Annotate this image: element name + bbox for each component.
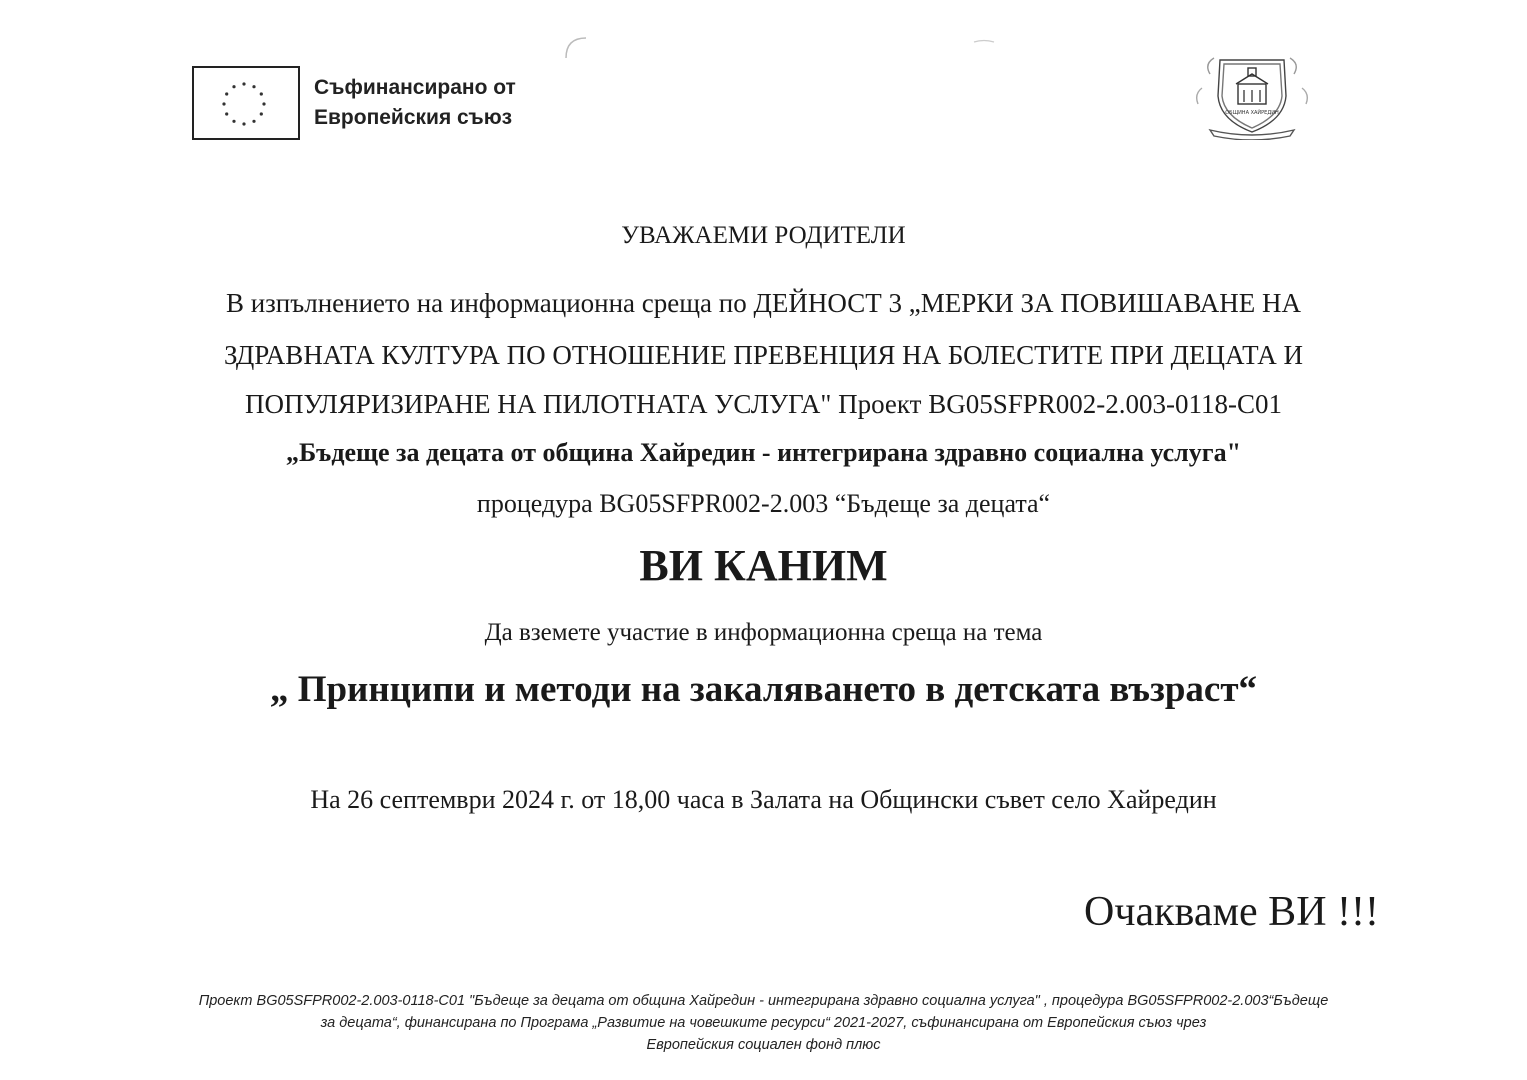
procedure-line: процедура BG05SFPR002-2.003 “Бъдеще за децата“: [476, 489, 1051, 518]
scan-mark: [560, 32, 590, 62]
eu-flag-icon: [192, 66, 300, 140]
eu-cofinancing-text: [314, 73, 516, 133]
eu-text-line2: Европейския съюз: [314, 106, 513, 129]
body-line-1: В изпълнението на информационна среща по ДЕЙНОСТ 3 „МЕРКИ ЗА ПОВИШАВАНЕ НА: [225, 288, 1302, 318]
closing-expect: Очакваме ВИ !!!: [1084, 889, 1379, 935]
eu-text-line1: Съфинансирано от: [314, 76, 516, 99]
footer-line-3: Европейския социален фонд плюс: [646, 1037, 881, 1053]
participate-line: Да вземете участие в информационна среща на тема: [484, 619, 1043, 646]
municipality-crest-icon: [1190, 44, 1314, 140]
invite-heading: ВИ КАНИМ: [639, 541, 888, 590]
body-line-2: ЗДРАВНАТА КУЛТУРА ПО ОТНОШЕНИЕ ПРЕВЕНЦИЯ НА БОЛЕСТИТЕ ПРИ ДЕЦАТА И: [223, 340, 1304, 370]
meeting-datetime-location: На 26 септември 2024 г. от 18,00 часа в Залата на Общински съвет село Хайредин: [310, 785, 1217, 814]
greeting: УВАЖАЕМИ РОДИТЕЛИ: [621, 222, 906, 249]
crest-label: ОБЩИНА ХАЙРЕДИН: [1225, 110, 1279, 116]
footer-line-2: за децата“, финансирана по Програма „Развитие на човешките ресурси“ 2021-2027, съфинансирана от Европейския съюз чрез: [320, 1015, 1207, 1031]
footer-line-1: Проект BG05SFPR002-2.003-0118-С01 "Бъдеще за децата от община Хайредин - интегрирана здравно социална услуга" , процедура BG05SFPR002-2.003“Бъдеще: [198, 993, 1329, 1009]
body-line-3: ПОПУЛЯРИЗИРАНЕ НА ПИЛОТНАТА УСЛУГА" Проект BG05SFPR002-2.003-0118-С01: [244, 389, 1283, 419]
project-name: „Бъдеще за децата от община Хайредин - интегрирана здравно социална услуга": [285, 438, 1242, 467]
footer-disclaimer: [0, 990, 1527, 1056]
scan-mark: [972, 38, 996, 48]
meeting-topic: „ Принципи и методи на закаляването в детската възраст“: [269, 669, 1258, 710]
eu-cofinancing-logo: [192, 66, 516, 140]
